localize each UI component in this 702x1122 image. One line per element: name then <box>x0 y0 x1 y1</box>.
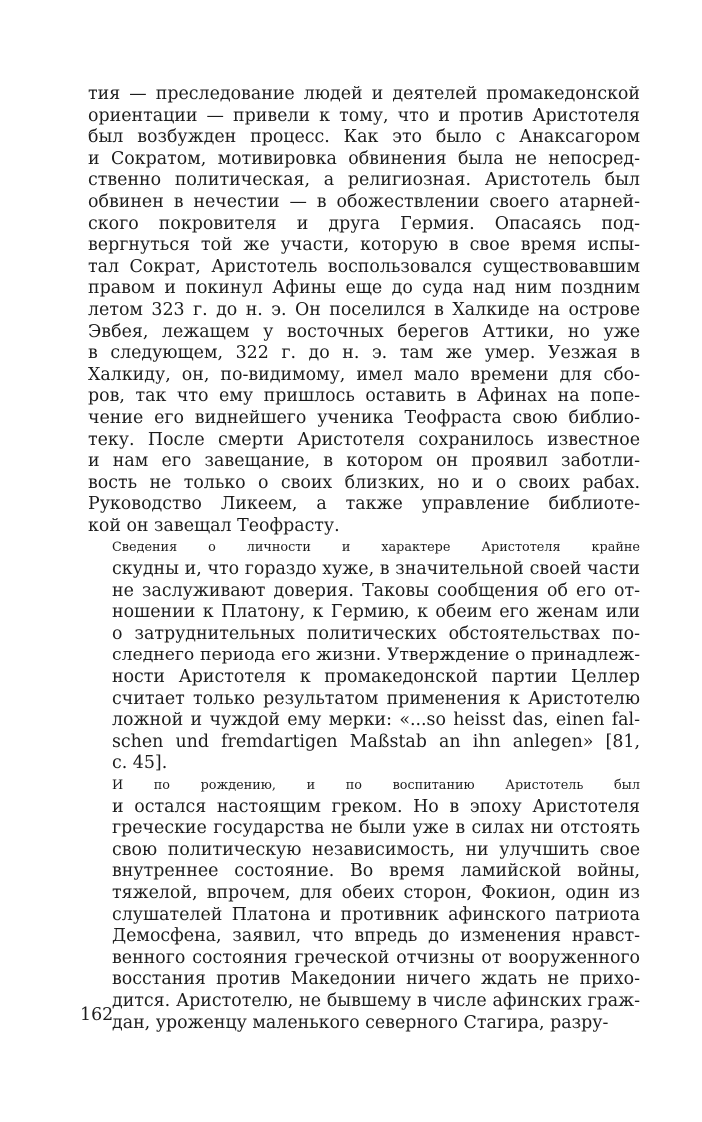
text-line: Сведения о личности и характере Аристотеля крайне <box>112 540 640 556</box>
text-line: И по рождению, и по воспитанию Аристотель был <box>112 778 640 793</box>
text-line: тия — преследование людей и деятелей промакедонской <box>88 84 640 104</box>
text-line: ственно политическая, а религиозная. Аристотель был <box>88 170 640 191</box>
text-line: ложной и чуждой ему мерки: «...so heisst das, einen fal- <box>112 710 640 731</box>
text-line: обвинен в нечестии — в обожествлении своего атарней- <box>88 191 640 212</box>
text-line: и Сократом, мотивировка обвинения была не непосред- <box>88 148 640 169</box>
text-line: о затруднительных политических обстоятельствах по- <box>112 623 640 644</box>
text-line: скудны и, что гораздо хуже, в значительной своей части <box>112 559 640 580</box>
paragraph-3 <box>88 775 640 1034</box>
text-line: не заслуживают доверия. Таковы сообщения об его от- <box>112 580 640 601</box>
text-line: ориентации — привели к тому, что и против Аристотеля <box>88 105 640 126</box>
text-line: ров, так что ему пришлось оставить в Афинах на попе- <box>88 386 640 407</box>
text-line: дан, уроженцу маленького северного Стагира, разру- <box>112 1012 609 1033</box>
text-line: свою политическую независимость, ни улучшить свое <box>112 839 640 860</box>
text-line: тал Сократ, Аристотель воспользовался существовавшим <box>88 256 640 277</box>
page-body <box>88 84 640 1034</box>
text-line: следнего периода его жизни. Утверждение о принадлеж- <box>112 645 640 666</box>
text-line: венного состояния греческой отчизны от вооруженного <box>112 947 640 968</box>
text-line: дится. Аристотелю, не бывшему в числе афинских граж- <box>112 990 640 1011</box>
page-number: 162 <box>80 1005 114 1025</box>
text-line: восстания против Македонии ничего ждать не прихо- <box>112 969 640 990</box>
text-line: и остался настоящим греком. Но в эпоху Аристотеля <box>112 796 640 817</box>
text-line: ского покровителя и друга Гермия. Опасаясь под- <box>88 213 640 234</box>
text-line: Халкиду, он, по-видимому, имел мало времени для сбо- <box>88 364 640 385</box>
text-line: в следующем, 322 г. до н. э. там же умер. Уезжая в <box>88 343 640 364</box>
text-line: теку. После смерти Аристотеля сохранилось известное <box>88 429 640 450</box>
text-line: греческие государства не были уже в силах ни отстоять <box>112 818 640 839</box>
text-line: вергнуться той же участи, которую в свое время испы- <box>88 235 640 256</box>
text-line: ношении к Платону, к Гермию, к обеим его женам или <box>112 602 640 623</box>
text-line: слушателей Платона и противник афинского патриота <box>112 904 640 925</box>
text-line: вость не только о своих близких, но и о своих рабах. <box>88 472 640 493</box>
text-line: правом и покинул Афины еще до суда над ним поздним <box>88 278 640 299</box>
text-line: с. 45]. <box>112 753 168 774</box>
text-line: внутреннее состояние. Во время ламийской войны, <box>112 861 640 882</box>
text-line: тяжелой, впрочем, для обеих сторон, Фокион, один из <box>112 882 640 903</box>
paragraph-2 <box>88 537 640 775</box>
paragraph-1 <box>88 84 640 537</box>
text-line: Руководство Ликеем, а также управление библиоте- <box>88 494 640 515</box>
text-line: летом 323 г. до н. э. Он поселился в Халкиде на острове <box>88 299 640 320</box>
text-line: кой он завещал Теофрасту. <box>88 515 340 536</box>
text-line: чение его виднейшего ученика Теофраста свою библио- <box>88 407 640 428</box>
text-line: был возбужден процесс. Как это было с Анаксагором <box>88 127 640 148</box>
text-line: и нам его завещание, в котором он проявил заботли- <box>88 451 640 472</box>
text-line: Демосфена, заявил, что впредь до изменения нравст- <box>112 926 640 947</box>
text-line: считает только результатом применения к Аристотелю <box>112 688 640 709</box>
text-line: ности Аристотеля к промакедонской партии Целлер <box>112 667 640 688</box>
text-line: Эвбея, лежащем у восточных берегов Аттики, но уже <box>88 321 640 342</box>
text-line: schen und fremdartigen Maßstab an ihn anlegen» [81, <box>112 731 640 752</box>
